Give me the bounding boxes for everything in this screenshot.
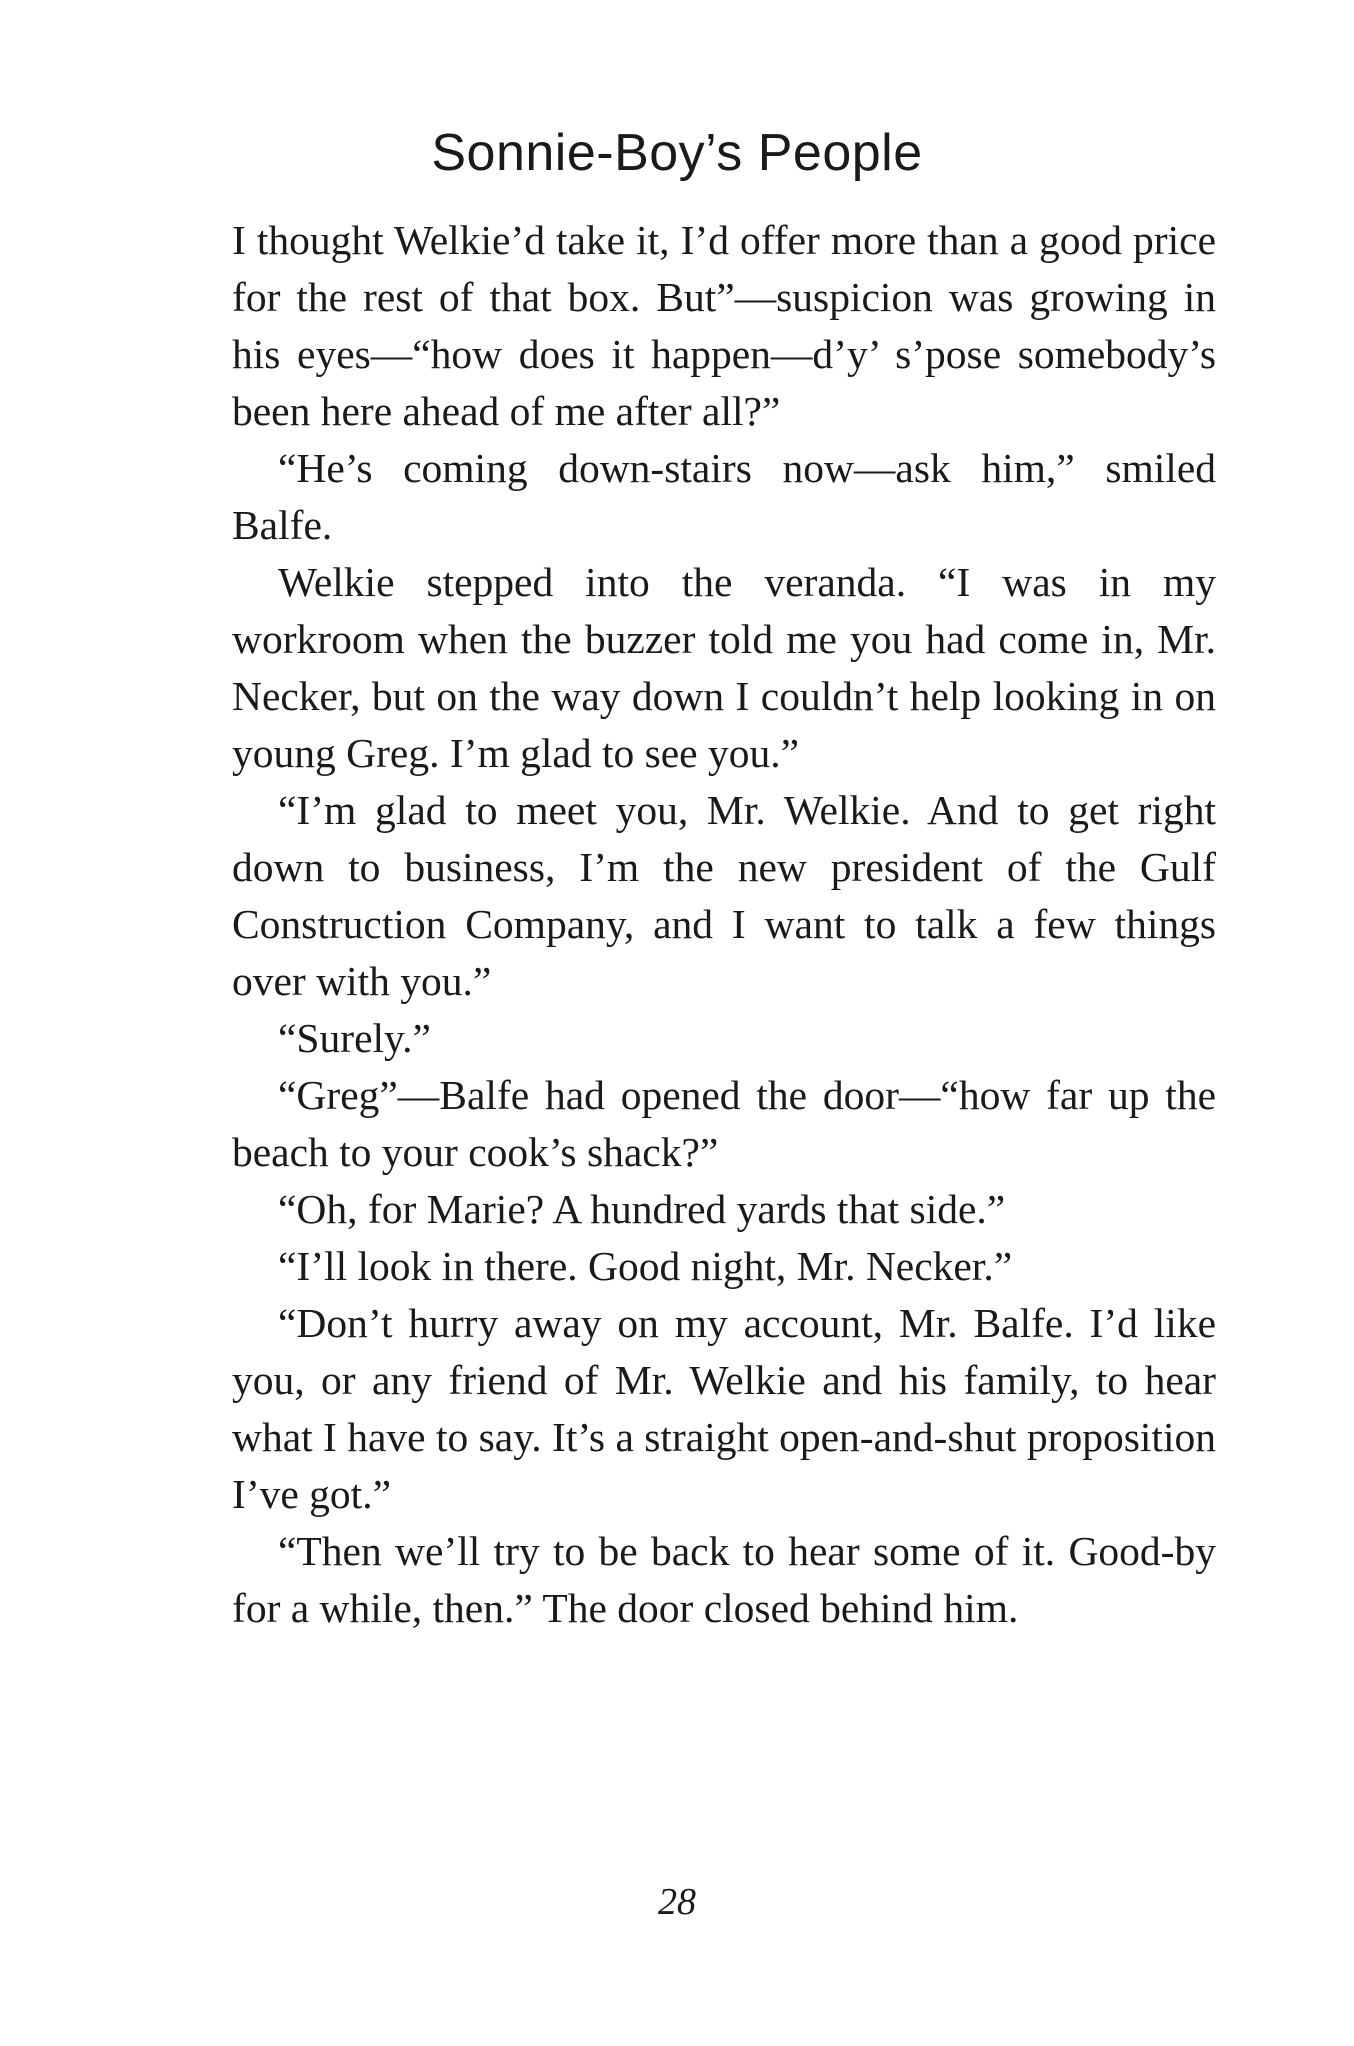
paragraph-7: “Oh, for Marie? A hundred yards that side.”	[278, 1186, 1006, 1232]
paragraph-5: “Surely.”	[278, 1015, 431, 1061]
paragraph-3: Welkie stepped into the veranda. “I was in my workroom when the buzzer told me you had come in, Mr. Necker, but on the way down I couldn’t help looking in on young Greg. I’m glad to see you.”	[232, 559, 1216, 776]
page-number: 28	[658, 1881, 696, 1923]
paragraph-8: “I’ll look in there. Good night, Mr. Necker.”	[278, 1243, 1013, 1289]
body-text	[232, 212, 1216, 1637]
paragraph-10: “Then we’ll try to be back to hear some of it. Good-by for a while, then.” The door closed behind him.	[232, 1528, 1216, 1631]
paragraph-2: “He’s coming down-stairs now—ask him,” smiled Balfe.	[232, 445, 1216, 548]
paragraph-4: “I’m glad to meet you, Mr. Welkie. And to get right down to business, I’m the new president of the Gulf Construction Company, and I want to talk a few things over with you.”	[232, 787, 1216, 1004]
paragraph-6: “Greg”—Balfe had opened the door—“how far up the beach to your cook’s shack?”	[232, 1072, 1216, 1175]
paragraph-9: “Don’t hurry away on my account, Mr. Balfe. I’d like you, or any friend of Mr. Welkie and his family, to hear what I have to say. It’s a straight open-and-shut proposition I’ve got.”	[232, 1300, 1216, 1517]
paragraph-1: I thought Welkie’d take it, I’d offer more than a good price for the rest of that box. But”—suspicion was growing in his eyes—“how does it happen—d’y’ s’pose somebody’s been here ahead of me after all?”	[232, 217, 1216, 434]
running-head: Sonnie-Boy’s People	[431, 124, 923, 182]
